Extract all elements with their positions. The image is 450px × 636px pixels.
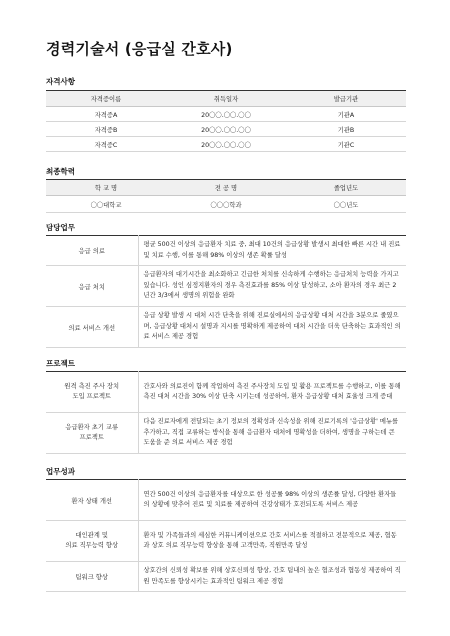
table-row bbox=[46, 372, 406, 413]
table-cell: 〇〇〇학과 bbox=[166, 196, 286, 213]
section-heading-education: 최종학력 bbox=[46, 167, 75, 176]
table-header-cell: 자격증이름 bbox=[46, 91, 166, 107]
table-cell: 20〇〇.〇〇.〇〇 bbox=[166, 137, 286, 152]
qualification-table bbox=[46, 90, 406, 152]
table-header-cell: 발급기관 bbox=[286, 91, 406, 107]
table-row bbox=[46, 480, 406, 521]
row-label: 응급환자 초기 교류 프로젝트 bbox=[46, 413, 138, 454]
row-text: 간호사와 의료진이 함께 작업하여 측진 주사장치 도입 및 활용 프로젝트를 수행하고, 이를 통해 측진 대처 시간을 30% 이상 단축 시키는데 성공하여, 환자 응급상황 대처 효율성 크게 증대 bbox=[138, 372, 406, 413]
row-label: 응급 의료 bbox=[46, 236, 138, 266]
table-row bbox=[46, 413, 406, 454]
table-cell: 자격증A bbox=[46, 107, 166, 122]
section-heading-duties: 담당업무 bbox=[46, 223, 75, 232]
table-cell: 기관A bbox=[286, 107, 406, 122]
table-row bbox=[46, 562, 406, 592]
table-row bbox=[46, 521, 406, 562]
table-cell: 20〇〇.〇〇.〇〇 bbox=[166, 107, 286, 122]
table-cell: 〇〇년도 bbox=[286, 196, 406, 213]
table-cell: 20〇〇.〇〇.〇〇 bbox=[166, 122, 286, 137]
row-label: 팀워크 향상 bbox=[46, 562, 138, 592]
table-cell: 자격증C bbox=[46, 137, 166, 152]
section-heading-achievements: 업무성과 bbox=[46, 467, 75, 476]
table-row bbox=[46, 122, 406, 137]
row-text: 응급환자의 대기시간을 최소화하고 긴급한 처치를 신속하게 수행하는 응급처치 능력을 가지고 있습니다. 성인 심정지환자의 경우 측진효과를 85% 이상 달성하고, 소아 환자의 경우 최근 2년간 3/3에서 생명의 위험을 완화 bbox=[138, 266, 406, 307]
table-header-cell: 졸업년도 bbox=[286, 180, 406, 196]
education-table bbox=[46, 179, 406, 213]
duties-table bbox=[46, 235, 406, 348]
row-text: 상호간의 신뢰성 확보를 위해 상호신뢰성 향상, 간호 팀내의 높은 협조성과 협동성 제공하여 직원 만족도를 향상시키는 효과적인 팀워크 제공 경험 bbox=[138, 562, 406, 592]
table-cell: 기관C bbox=[286, 137, 406, 152]
row-text: 응급 상황 발생 시 대처 시간 단축을 위해 진료실에서의 응급상황 대처 시간을 3분으로 줄였으며, 응급상황 대처시 설명과 지시를 명확하게 제공하여 대처 시간을 더욱 단축하는 효과적인 의료 서비스 제공 경험 bbox=[138, 307, 406, 348]
section-heading-projects: 프로젝트 bbox=[46, 359, 75, 368]
table-header-row bbox=[46, 91, 406, 107]
table-row bbox=[46, 196, 406, 213]
row-text: 환자 및 가족들과의 세심한 커뮤니케이션으로 간호 서비스를 적절하고 전문적으로 제공, 협동과 상호 의료 직무능력 향상을 통해 고객만족, 직원만족 달성 bbox=[138, 521, 406, 562]
table-row bbox=[46, 236, 406, 266]
table-header-row bbox=[46, 180, 406, 196]
table-header-cell: 취득일자 bbox=[166, 91, 286, 107]
table-header-cell: 전 공 명 bbox=[166, 180, 286, 196]
row-text: 다음 진료자에게 전달되는 초기 정보의 정확성과 신속성을 위해 진료기록의 '응급상황' 메뉴를 추가하고, 직접 교류하는 방식을 통해 응급환자 대처에 명확성을 더하여, 생명을 구하는데 큰 도움을 준 의료 서비스 제공 경험 bbox=[138, 413, 406, 454]
row-label: 응급 처치 bbox=[46, 266, 138, 307]
row-text: 평균 500건 이상의 응급환자 치료 중, 최대 10건의 응급상황 발생시 최대한 빠른 시간 내 진료 및 치료 수행, 이를 통해 98% 이상의 생존 확률 달성 bbox=[138, 236, 406, 266]
table-header-cell: 학 교 명 bbox=[46, 180, 166, 196]
row-label: 원격 측진 주사 장치 도입 프로젝트 bbox=[46, 372, 138, 413]
row-label: 대인관계 및 의료 직무능력 향상 bbox=[46, 521, 138, 562]
row-text: 연간 500건 이상의 응급환자를 대상으로 한 성공률 98% 이상의 생존률 달성, 다양한 환자들의 상황에 맞추어 진료 및 치료를 제공하여 건강상태가 호전되도록 서비스 제공 bbox=[138, 480, 406, 521]
table-cell: 〇〇대학교 bbox=[46, 196, 166, 213]
achievements-table bbox=[46, 479, 406, 592]
row-label: 의료 서비스 개선 bbox=[46, 307, 138, 348]
table-row bbox=[46, 307, 406, 348]
section-heading-qualification: 자격사항 bbox=[46, 77, 75, 86]
table-cell: 자격증B bbox=[46, 122, 166, 137]
table-row bbox=[46, 266, 406, 307]
projects-table bbox=[46, 371, 406, 454]
page-title: 경력기술서 (응급실 간호사) bbox=[46, 40, 233, 58]
table-cell: 기관B bbox=[286, 122, 406, 137]
table-row bbox=[46, 107, 406, 122]
row-label: 환자 상태 개선 bbox=[46, 480, 138, 521]
table-row bbox=[46, 137, 406, 152]
